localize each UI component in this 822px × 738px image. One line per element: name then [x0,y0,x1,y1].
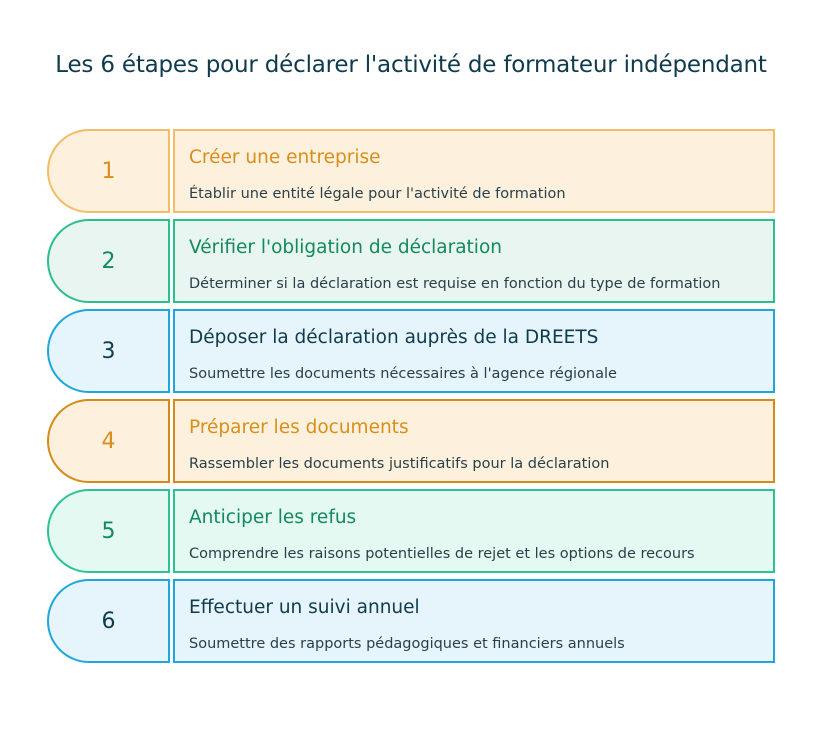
step-1 [47,129,775,213]
step-number: 4 [47,399,170,483]
page-title: Les 6 étapes pour déclarer l'activité de formateur indépendant [55,52,767,78]
step-number: 6 [47,579,170,663]
step-title: Déposer la déclaration auprès de la DREETS [189,327,599,348]
step-description: Soumettre les documents nécessaires à l'agence régionale [189,366,617,382]
step-description: Comprendre les raisons potentielles de rejet et les options de recours [189,546,695,562]
step-title: Effectuer un suivi annuel [189,597,420,618]
step-number: 2 [47,219,170,303]
step-description: Établir une entité légale pour l'activité de formation [189,186,566,202]
step-number: 3 [47,309,170,393]
step-content [173,399,775,483]
step-description: Rassembler les documents justificatifs pour la déclaration [189,456,610,472]
step-3 [47,309,775,393]
step-content [173,489,775,573]
step-number: 5 [47,489,170,573]
step-description: Soumettre des rapports pédagogiques et financiers annuels [189,636,625,652]
step-2 [47,219,775,303]
step-6 [47,579,775,663]
step-number: 1 [47,129,170,213]
steps-list [47,129,775,669]
step-5 [47,489,775,573]
step-title: Vérifier l'obligation de déclaration [189,237,502,258]
step-title: Anticiper les refus [189,507,357,528]
step-content [173,579,775,663]
step-title: Préparer les documents [189,417,409,438]
step-content [173,219,775,303]
step-content [173,129,775,213]
step-4 [47,399,775,483]
step-description: Déterminer si la déclaration est requise en fonction du type de formation [189,276,721,292]
step-content [173,309,775,393]
step-title: Créer une entreprise [189,147,381,168]
